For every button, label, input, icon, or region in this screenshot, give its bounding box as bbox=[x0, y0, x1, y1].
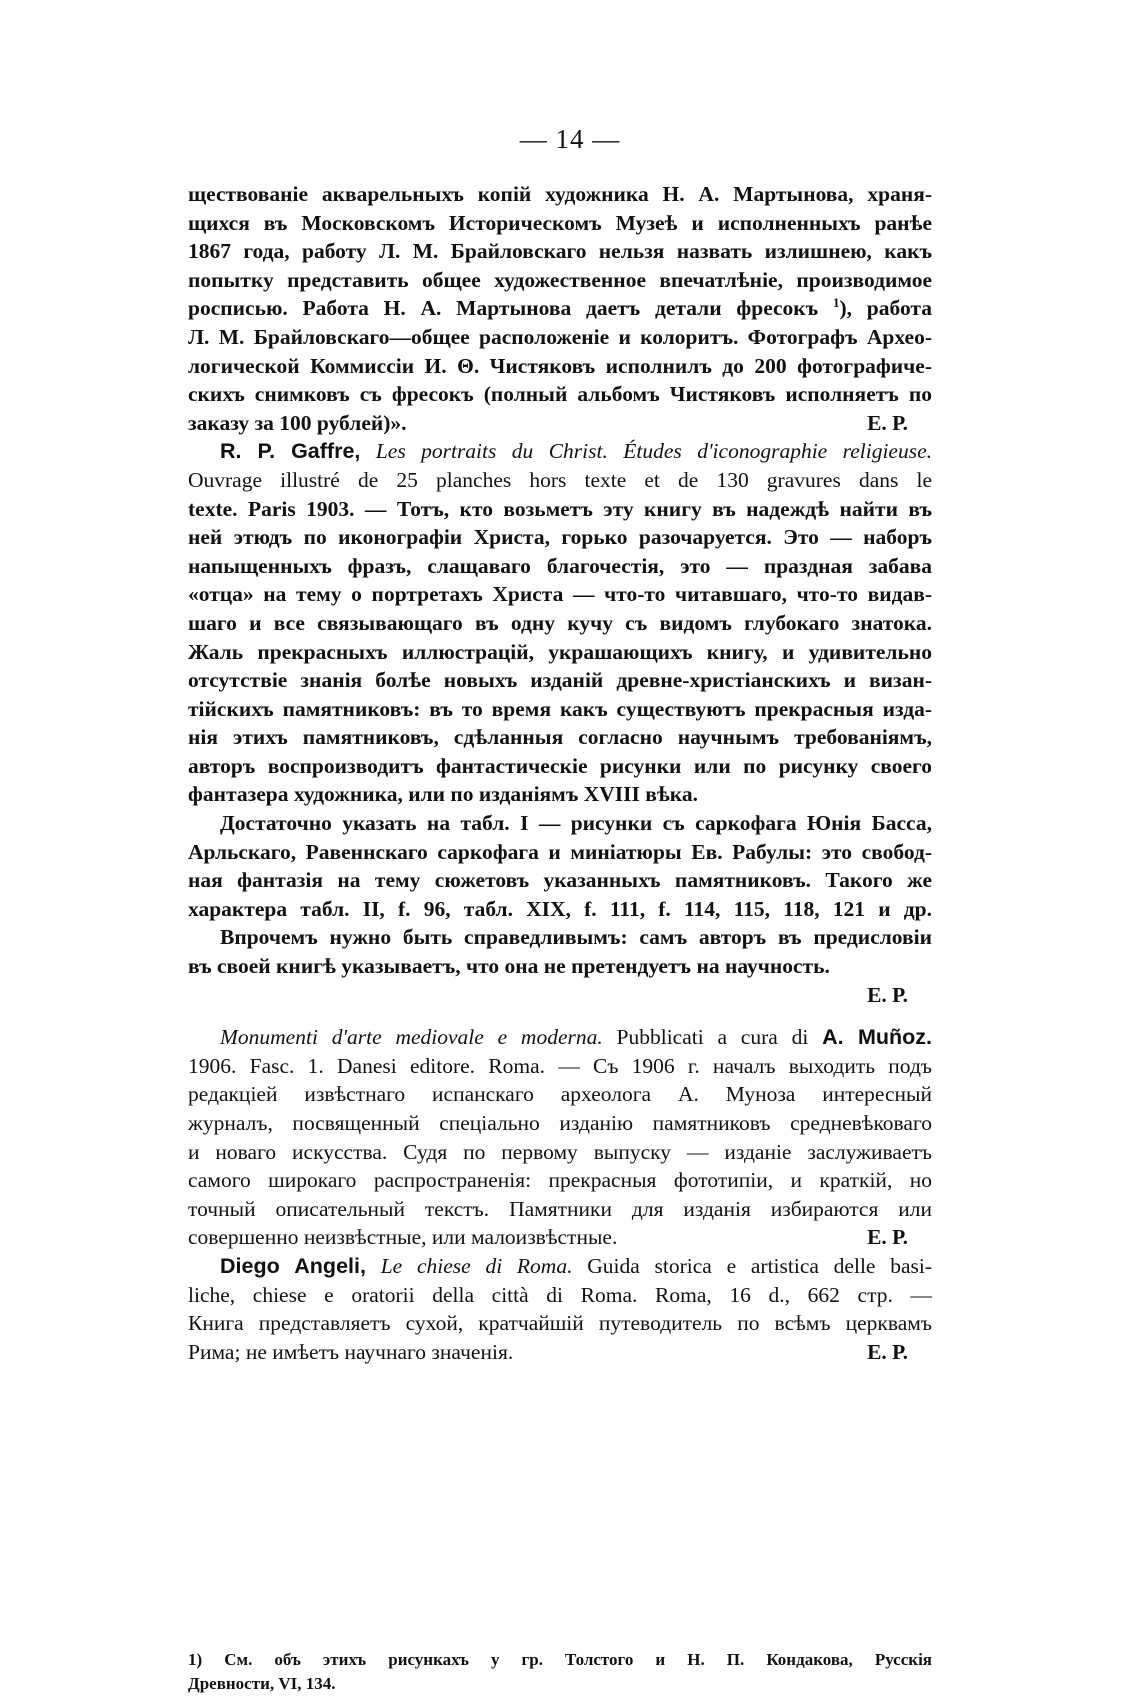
text-line: тійскихъ памятниковъ: въ то время какъ существуютъ прекрасныя изда- bbox=[188, 696, 932, 721]
text-line: Ouvrage illustré de 25 planches hors texte et de 130 gravures dans le bbox=[188, 467, 932, 492]
text-line-with-footnote bbox=[188, 294, 932, 323]
text-line: редакціей извѣстнаго испанскаго археолога А. Муноза интересный bbox=[188, 1082, 932, 1107]
review-book-title: Les portraits du Christ. Études d'iconographie religieuse. bbox=[375, 439, 932, 464]
text-line-with-signature bbox=[188, 1338, 932, 1367]
text-line: журналъ, посвященный спеціально изданію памятниковъ средневѣковаго bbox=[188, 1111, 932, 1135]
text-line: щихся въ Московскомъ Историческомъ Музеѣ и исполненныхъ ранѣе bbox=[188, 210, 932, 235]
text-line: отсутствіе знанія болѣе новыхъ изданій древне-христіанскихъ и визан- bbox=[188, 668, 932, 693]
text-line: скихъ снимковъ съ фресокъ (полный альбомъ Чистяковъ исполняетъ по bbox=[188, 382, 932, 407]
text-line: ществованіе акварельныхъ копій художника Н. А. Мартынова, храня- bbox=[188, 182, 932, 206]
review-2-body bbox=[188, 466, 932, 809]
text-line: Л. М. Брайловскаго—общее расположеніе и колоритъ. Фотографъ Археo- bbox=[188, 324, 932, 349]
review-3-body bbox=[188, 1052, 932, 1252]
text-line: самого широкаго распространенія: прекрасныя фототипіи, и краткій, но bbox=[188, 1168, 932, 1193]
reviewer-signature: Е. Р. bbox=[867, 1225, 908, 1250]
footnote-line: 1) См. объ этихъ рисункахъ у гр. Толстого и Н. П. Кондакова, Русскія bbox=[188, 1650, 932, 1669]
review-2-paragraph-2-cont bbox=[188, 838, 932, 924]
text-line: Жаль прекрасныхъ иллюстрацій, украшающихъ книгу, и удивительно bbox=[188, 639, 932, 664]
reviewer-signature: Е. Р. bbox=[867, 1339, 908, 1364]
text-line: въ своей книгѣ указываетъ, что она не претендуетъ на научность. bbox=[188, 954, 830, 979]
review-2-paragraph-3-cont bbox=[188, 952, 932, 1009]
text-line-start: росписью. Работа Н. А. Мартынова даетъ детали фресокъ bbox=[188, 296, 819, 321]
text-line-tail: ), работа bbox=[839, 296, 932, 321]
page-number: — 14 — bbox=[519, 124, 621, 154]
reviewer-signature: Е. Р. bbox=[867, 410, 908, 435]
review-title-tail: Pubblicati a cura di bbox=[602, 1025, 823, 1050]
main-text bbox=[188, 180, 932, 1366]
review-heading-line bbox=[188, 437, 932, 466]
text-line-end: Рима; не имѣетъ научнаго значенія. bbox=[188, 1339, 514, 1364]
footnotes bbox=[188, 1648, 932, 1696]
text-line-end: заказу за 100 рублей)». bbox=[188, 410, 407, 435]
text-line: напыщенныхъ фразъ, слащаваго благочестія, это — праздная забава bbox=[188, 553, 932, 578]
text-line: Арльскаго, Равеннскаго саркофага и миніатюры Ев. Рабулы: это свобод- bbox=[188, 839, 932, 864]
review-heading-line bbox=[188, 1023, 932, 1052]
text-line: Книга представляетъ сухой, кратчайшій путеводитель по всѣмъ церквамъ bbox=[188, 1311, 932, 1336]
text-line-with-signature bbox=[188, 409, 932, 438]
review-2-paragraph-2 bbox=[188, 809, 932, 838]
review-2-paragraph bbox=[188, 437, 932, 466]
text-line: характера табл. II, f. 96, табл. XIX, f. 111, f. 114, 115, 118, 121 и др. bbox=[188, 896, 932, 921]
text-line: и новаго искусства. Судя по первому выпуску — изданіе заслуживаетъ bbox=[188, 1139, 932, 1164]
reviewer-signature: Е. Р. bbox=[867, 982, 908, 1007]
text-line-with-signature bbox=[188, 1223, 932, 1252]
text-line: авторъ воспроизводитъ фантастическіе рисунки или по рисунку своего bbox=[188, 753, 932, 778]
text-line: ная фантазія на тему сюжетовъ указанныхъ памятниковъ. Такого же bbox=[188, 868, 932, 893]
review-author: Diego Angeli, bbox=[220, 1253, 366, 1278]
footnote-line: Древности, VI, 134. bbox=[188, 1674, 336, 1693]
footnote-marker: 1 bbox=[832, 295, 840, 311]
review-title-tail: Guida storica e artistica delle basi- bbox=[572, 1253, 933, 1278]
review-heading-line bbox=[188, 1252, 932, 1281]
text-line: texte. Paris 1903. — Тотъ, кто возьметъ эту книгу въ надеждѣ найти въ bbox=[188, 496, 932, 521]
text-line: точный описательный текстъ. Памятники для изданія избираются или bbox=[188, 1196, 932, 1221]
review-book-title: Le chiese di Roma. bbox=[380, 1253, 573, 1278]
text-line: шаго и все связывающаго въ одну кучу съ видомъ глубокаго знатока. bbox=[188, 610, 932, 635]
text-line: нія этихъ памятниковъ, сдѣланныя согласно научнымъ требованіямъ, bbox=[188, 725, 932, 750]
review-journal-title: Monumenti d'arte mediovale e moderna. bbox=[220, 1025, 603, 1050]
text-line: Достаточно указать на табл. I — рисунки съ саркофага Юнія Басса, bbox=[220, 811, 932, 836]
review-3-heading bbox=[188, 1023, 932, 1052]
text-line: liche, chiese e oratorii della città di Roma. Roma, 16 d., 662 стр. — bbox=[188, 1282, 932, 1307]
text-line: 1867 года, работу Л. М. Брайловскаго нельзя назвать излишнею, какъ bbox=[188, 239, 932, 264]
text-line: логической Коммиссіи И. Θ. Чистяковъ исполнилъ до 200 фотографиче- bbox=[188, 353, 932, 378]
review-2-paragraph-3 bbox=[188, 923, 932, 952]
text-line-end: совершенно неизвѣстные, или малоизвѣстные. bbox=[188, 1225, 618, 1250]
spacer bbox=[188, 1009, 932, 1023]
review-author: R. P. Gaffre, bbox=[220, 439, 361, 464]
text-line: Впрочемъ нужно быть справедливымъ: самъ авторъ въ предисловіи bbox=[220, 925, 932, 950]
text-line: фантазера художника, или по изданіямъ XVIII вѣка. bbox=[188, 782, 698, 807]
text-line: 1906. Fasc. 1. Danesi editore. Roma. — Съ 1906 г. началъ выходить подъ bbox=[188, 1053, 932, 1078]
text-line: ней этюдъ по иконографіи Христа, горько разочаруется. Это — наборъ bbox=[188, 525, 932, 550]
review-4-paragraph bbox=[188, 1252, 932, 1366]
text-line: попытку представить общее художественное впечатлѣніе, производимое bbox=[188, 267, 932, 292]
text-line: «отца» на тему о портретахъ Христа — что-то читавшаго, что-то видав- bbox=[188, 582, 932, 607]
review-editor: A. Muñoz. bbox=[822, 1025, 932, 1050]
review-1-paragraph bbox=[188, 180, 932, 437]
